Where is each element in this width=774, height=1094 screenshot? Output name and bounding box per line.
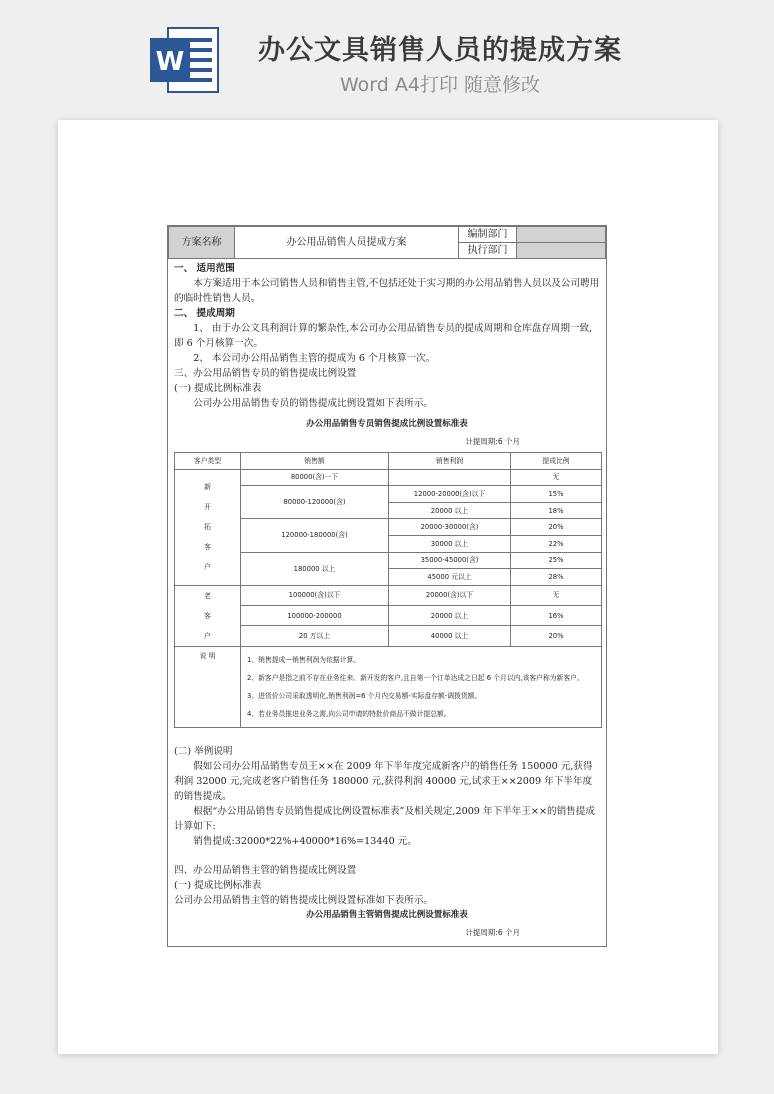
document-content bbox=[167, 225, 607, 947]
table-header: 销售额 bbox=[241, 453, 389, 470]
table-cell: 120000-180000(含) bbox=[241, 519, 389, 552]
page-subtitle: Word A4打印 随意修改 bbox=[339, 74, 540, 96]
section-3-sub-1-text: 公司办公用品销售专员的销售提成比例设置如下表所示。 bbox=[193, 398, 434, 409]
section-2-item-2: 2、 本公司办公用品销售主管的提成为 6 个月核算一次。 bbox=[193, 353, 436, 364]
table-cell: 80000(含)一下 bbox=[241, 469, 389, 486]
section-2-item-1: 1、 由于办公文具利润计算的繁杂性,本公司办公用品销售专员的提成周期和仓库盘存周期一致,即 6 个月核算一次。 bbox=[174, 323, 593, 349]
old-customer-label: 老 客 户 bbox=[175, 585, 241, 646]
table-cell: 35000-45000(含) bbox=[389, 552, 511, 569]
table-cell bbox=[389, 469, 511, 486]
plan-header-table bbox=[168, 226, 606, 259]
section-1-title: 一、 适用范围 bbox=[174, 263, 235, 274]
notes-label: 说 明 bbox=[175, 646, 241, 727]
table-cell: 18% bbox=[511, 502, 602, 519]
table-cell: 无 bbox=[511, 469, 602, 486]
plan-name-value: 办公用品销售人员提成方案 bbox=[235, 227, 459, 259]
table-cell: 100000(含)以下 bbox=[241, 585, 389, 605]
svg-text:W: W bbox=[155, 47, 185, 77]
table-cell: 15% bbox=[511, 486, 602, 503]
table-cell: 80000-120000(含) bbox=[241, 486, 389, 519]
table-cell: 180000 以上 bbox=[241, 552, 389, 585]
table-cell: 20000 以上 bbox=[389, 606, 511, 626]
plan-name-label: 方案名称 bbox=[169, 227, 235, 259]
commission-rate-table bbox=[174, 452, 602, 728]
notes-cell bbox=[241, 646, 602, 727]
table-cell: 100000-200000 bbox=[241, 606, 389, 626]
table-cell: 20000 以上 bbox=[389, 502, 511, 519]
table-1-period: 计提周期:6 个月 bbox=[465, 437, 520, 446]
table-header: 客户类型 bbox=[175, 453, 241, 470]
section-3-title: 三、办公用品销售专员的销售提成比例设置 bbox=[174, 368, 357, 379]
section-1-text: 本方案适用于本公司销售人员和销售主管,不包括还处于实习期的办公用品销售人员以及公司聘用的临时性销售人员。 bbox=[174, 278, 600, 304]
section-3-sub-1: (一) 提成比例标准表 bbox=[174, 383, 262, 394]
table-header: 销售利润 bbox=[389, 453, 511, 470]
page-title: 办公文具销售人员的提成方案 bbox=[258, 35, 622, 66]
section-3-sub-2: (二) 举例说明 bbox=[174, 745, 233, 757]
table-cell: 30000 以上 bbox=[389, 535, 511, 552]
table-2-period: 计提周期:6 个月 bbox=[465, 927, 520, 937]
table-cell: 45000 元以上 bbox=[389, 569, 511, 586]
table-cell: 16% bbox=[511, 606, 602, 626]
table-2-title: 办公用品销售主管销售提成比例设置标准表 bbox=[306, 909, 468, 920]
example-text-3: 销售提成:32000*22%+40000*16%=13440 元。 bbox=[193, 835, 417, 847]
table-cell: 20% bbox=[511, 626, 602, 646]
table-1-title: 办公用品销售专员销售提成比例设置标准表 bbox=[306, 419, 468, 429]
note-item: 4、若业务员推进业务之需,向公司申请的特批价商品不做计提总额。 bbox=[247, 709, 451, 718]
note-item: 2、新客户是指之前不存在业务往来、新开发的客户,且自第一个订单达成之日起 6 个月以内,该客户称为新客户。 bbox=[247, 673, 584, 682]
note-item: 3、进货价公司采取透明化,销售利润=6 个月内交易额-实际盘存额-调拨货额。 bbox=[247, 691, 482, 700]
section-2-title: 二、 提成周期 bbox=[174, 308, 235, 319]
table-cell: 无 bbox=[511, 585, 602, 605]
table-cell: 12000-20000(含)以下 bbox=[389, 486, 511, 503]
dept-exec-label: 执行部门 bbox=[459, 243, 517, 259]
section-4-sub-1-text: 公司办公用品销售主管的销售提成比例设置标准如下表所示。 bbox=[174, 894, 434, 906]
section-4-sub-1: (一) 提成比例标准表 bbox=[174, 879, 262, 891]
dept-edit-value bbox=[517, 227, 606, 243]
dept-edit-label: 编制部门 bbox=[459, 227, 517, 243]
table-cell: 25% bbox=[511, 552, 602, 569]
table-cell: 40000 以上 bbox=[389, 626, 511, 646]
document-body bbox=[168, 259, 606, 940]
header-banner bbox=[0, 0, 774, 110]
table-header: 提成比例 bbox=[511, 453, 602, 470]
table-cell: 20 万以上 bbox=[241, 626, 389, 646]
note-item: 1、销售提成—销售利润为依据计算。 bbox=[247, 655, 361, 664]
section-4-title: 四、办公用品销售主管的销售提成比例设置 bbox=[174, 864, 357, 876]
word-document-icon bbox=[150, 24, 220, 96]
new-customer-label: 新 开 拓 客 户 bbox=[175, 469, 241, 585]
example-text-1: 假如公司办公用品销售专员王××在 2009 年下半年度完成新客户的销售任务 150000 元,获得利润 32000 元,完成老客户销售任务 180000 元,获得利润 40000 元,试求王××2009 年下半年度的销售提成。 bbox=[174, 760, 593, 802]
dept-exec-value bbox=[517, 243, 606, 259]
table-cell: 20000-30000(含) bbox=[389, 519, 511, 536]
table-cell: 20% bbox=[511, 519, 602, 536]
table-cell: 20000(含)以下 bbox=[389, 585, 511, 605]
example-text-2: 根据“办公用品销售专员销售提成比例设置标准表”及相关规定,2009 年下半年王××的销售提成计算如下: bbox=[174, 805, 595, 832]
document-page bbox=[58, 120, 718, 1054]
table-cell: 28% bbox=[511, 569, 602, 586]
table-cell: 22% bbox=[511, 535, 602, 552]
